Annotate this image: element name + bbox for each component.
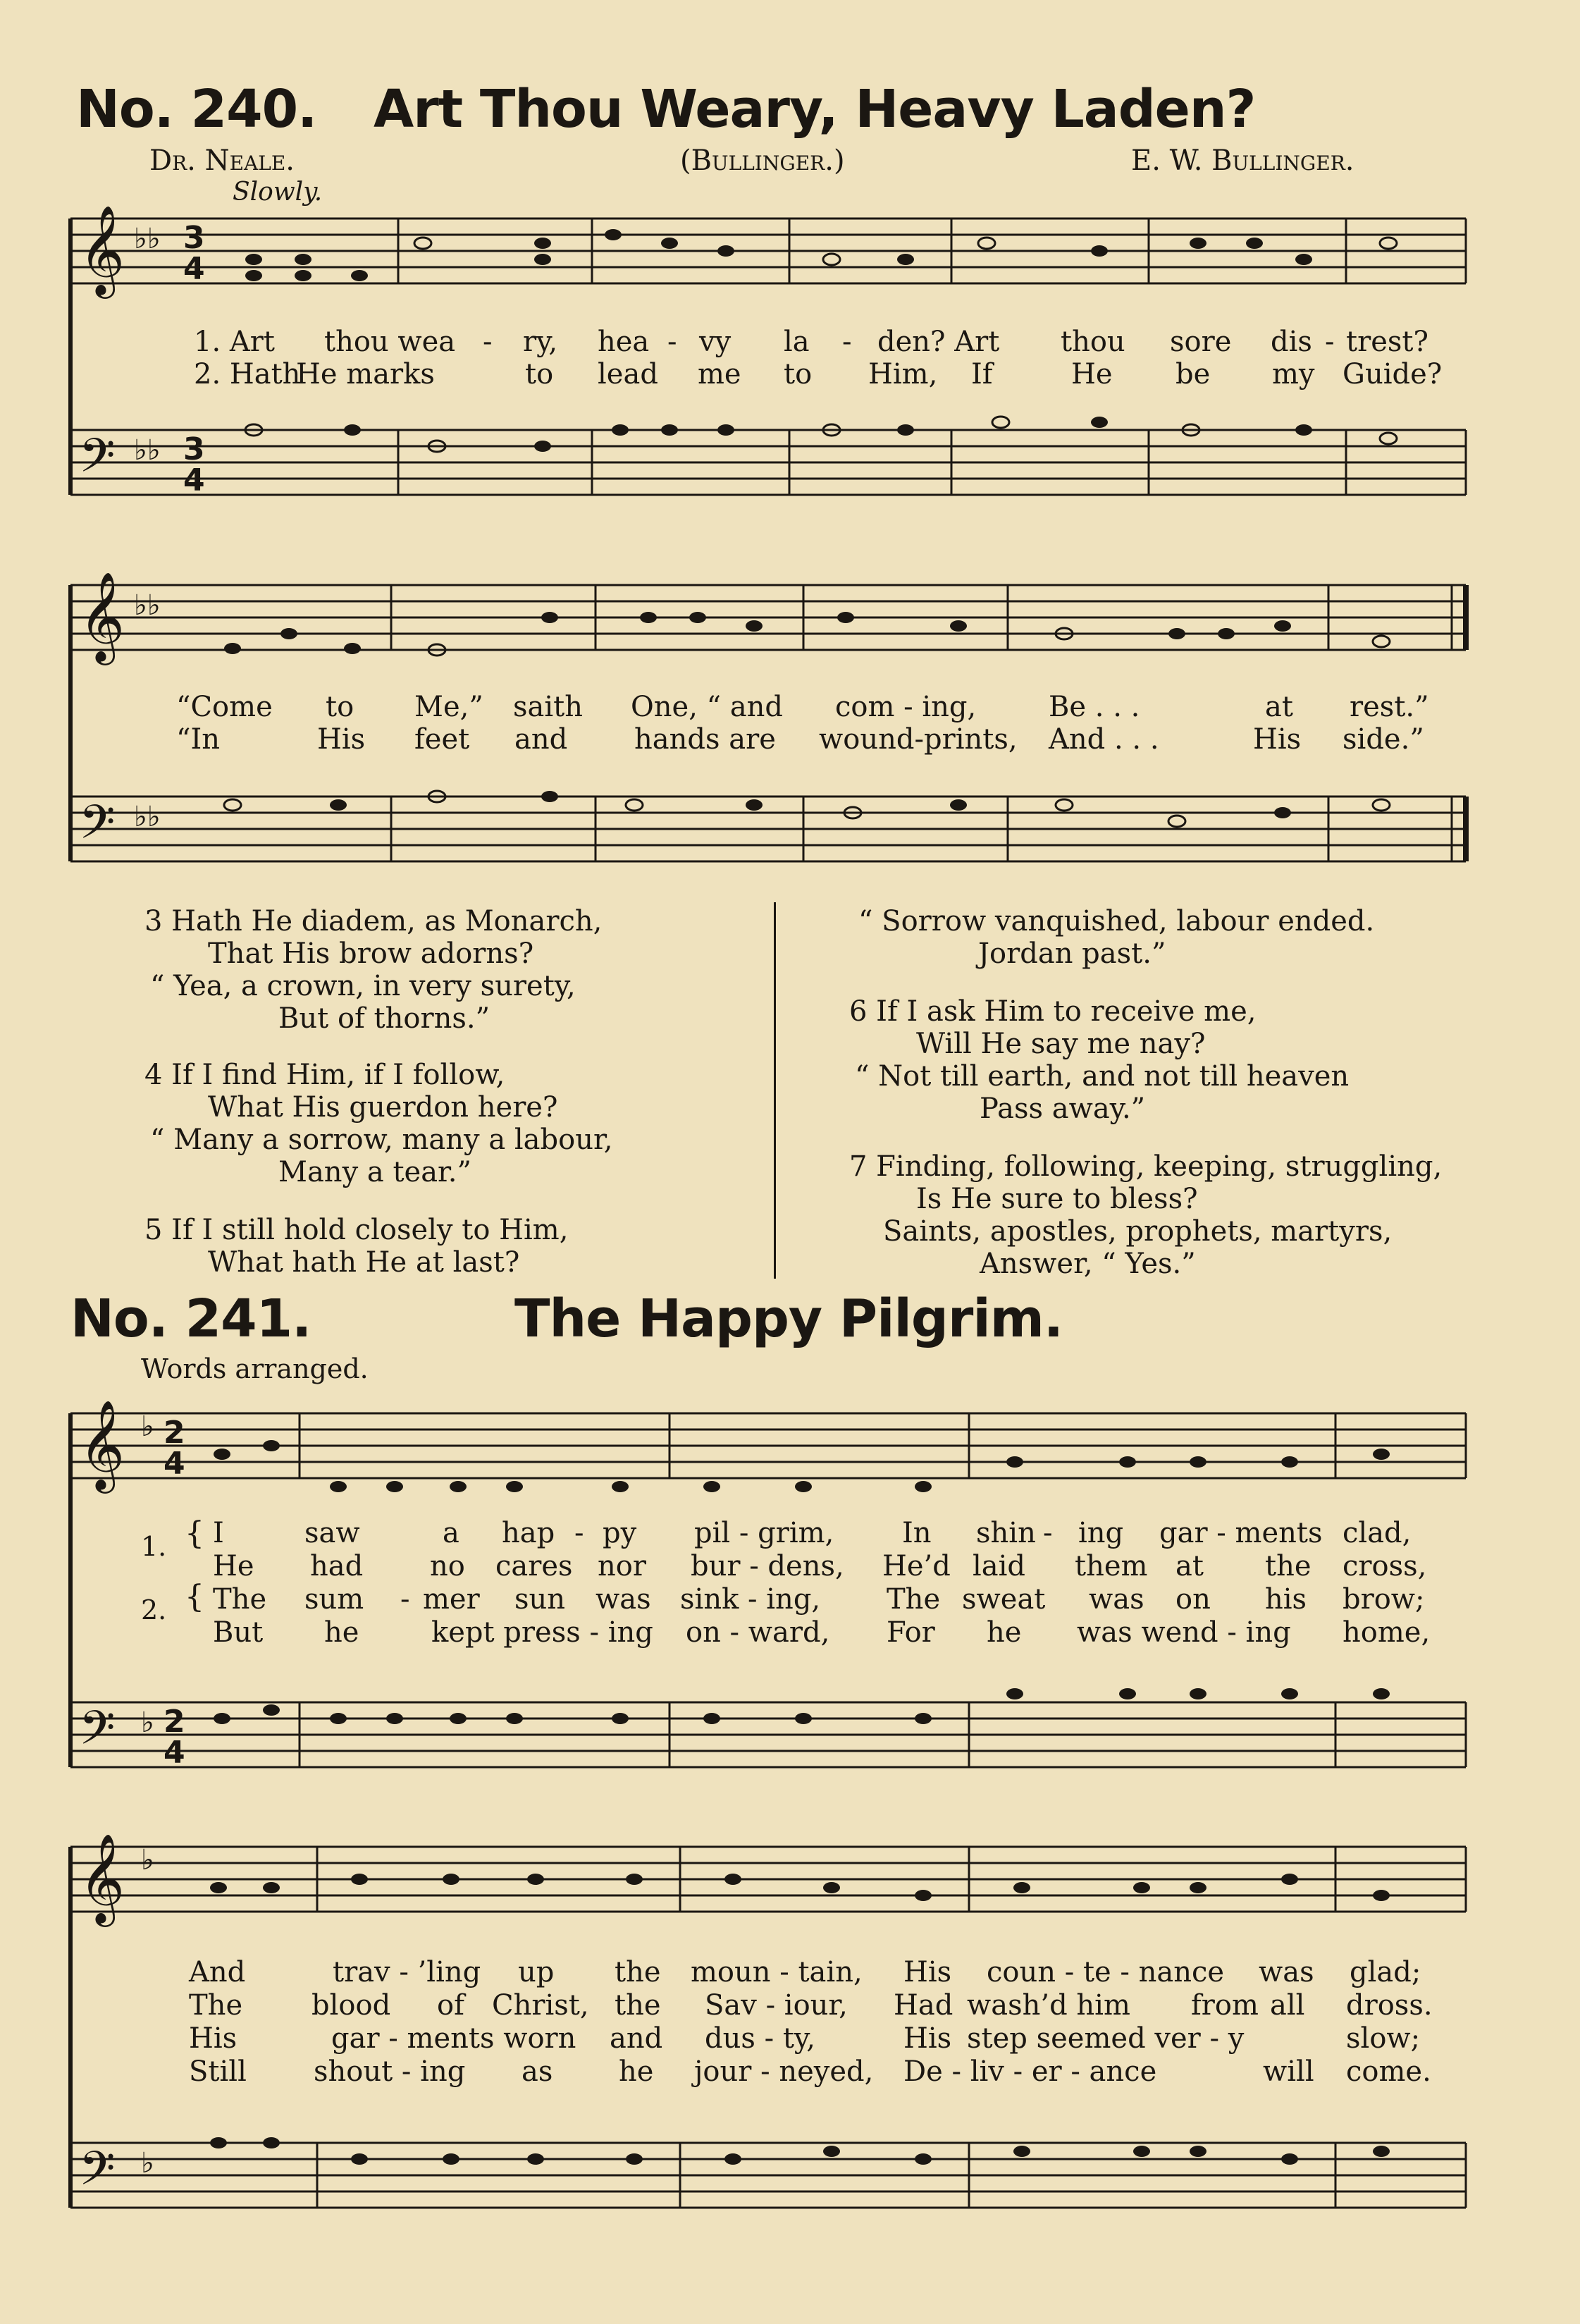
svg-text:4: 4 [183,251,205,287]
svg-text:2: 2 [163,1704,185,1740]
stanza-number: 3 [144,905,163,937]
svg-text:4: 4 [163,1735,185,1771]
lyric-syllable: his [1265,1583,1307,1616]
lyric-syllable: from [1191,1989,1259,2022]
lyric-syllable: gar - ments worn [331,2022,576,2055]
svg-text:𝄢: 𝄢 [79,1701,116,1766]
stanza-line: “ Many a sorrow, many a labour, [150,1124,613,1156]
lyric-syllable: my [1272,358,1315,391]
stanza-line: Pass away.” [980,1093,1146,1125]
hymn-240-stanza-3 [144,905,602,1035]
hymn-240-stanza-6 [849,995,1349,1125]
lyric-syllable: I [213,1517,224,1549]
lyric-syllable: But [213,1616,264,1649]
hymn-240-stanza-5 [144,1214,568,1279]
svg-text:3: 3 [183,220,205,256]
lyric-syllable: He marks [296,358,435,391]
hymn-241-number: No. 241. [70,1289,311,1349]
svg-text:𝄞: 𝄞 [79,571,125,661]
lyric-syllable: His [903,2022,952,2055]
lyric-syllable: on - ward, [686,1616,830,1649]
lyric-syllable: wash’d him [967,1989,1130,2022]
stanza-line: Answer, “ Yes.” [980,1248,1196,1280]
svg-text:♭♭: ♭♭ [134,434,161,467]
lyric-syllable: and [610,2022,663,2055]
hymn-240-number: No. 240. [76,79,317,140]
lyric-syllable: side.” [1343,723,1424,756]
hymn-240-tempo: Slowly. [233,178,323,207]
lyric-syllable: He [213,1550,254,1582]
stanza-line: Is He sure to bless? [916,1183,1198,1215]
lyric-syllable: up [518,1956,555,1988]
lyric-syllable: gar - ments [1159,1517,1323,1549]
lyric-syllable: His [189,2022,237,2055]
lyric-syllable: and [514,723,568,756]
lyric-syllable: laid [973,1550,1026,1582]
stanza-column-divider [774,902,776,1279]
lyric-syllable: he [324,1616,359,1649]
hymn-241-subtitle: Words arranged. [141,1353,369,1384]
lyric-syllable: brow; [1343,1583,1425,1616]
lyric-syllable: la [784,326,810,358]
lyric-syllable: come. [1346,2055,1431,2088]
lyric-syllable: he [619,2055,654,2088]
lyric-syllable: slow; [1346,2022,1421,2055]
lyric-syllable: feet [414,723,470,756]
lyric-syllable: He [1071,358,1113,391]
lyric-syllable: me [698,358,741,391]
lyric-syllable: as [521,2055,553,2088]
lyric-syllable: In [902,1517,932,1549]
svg-text:♭: ♭ [141,1844,154,1876]
stanza-line: What hath He at last? [208,1246,520,1279]
svg-text:𝄞: 𝄞 [79,1833,125,1923]
lyric-syllable: dross. [1346,1989,1433,2022]
lyric-syllable: - [574,1517,584,1549]
lyric-syllable: vy [699,326,732,358]
svg-text:𝄢: 𝄢 [79,2141,116,2207]
lyric-syllable: For [887,1616,935,1649]
lyric-syllable: thou [1061,326,1125,358]
lyric-syllable: The [213,1583,267,1616]
lyric-syllable: at [1175,1550,1204,1582]
lyric-syllable: dis [1271,326,1312,358]
svg-text:𝄢: 𝄢 [79,429,116,494]
lyric-syllable: De - liv - er - ance [903,2055,1157,2088]
stanza-line: Finding, following, keeping, struggling, [876,1150,1443,1183]
lyric-syllable: a [443,1517,459,1549]
lyric-syllable: hands are [634,723,776,756]
lyric-syllable: - [1325,326,1335,358]
lyric-syllable: His [903,1956,952,1988]
lyric-syllable: trav - ’ling [333,1956,481,1988]
stanza-number: 7 [849,1150,868,1183]
lyric-syllable: sweat [962,1583,1046,1616]
lyric-syllable: - [667,326,677,358]
lyric-syllable: Still [189,2055,247,2088]
stanza-line: If I ask Him to receive me, [876,995,1257,1028]
lyric-syllable: kept press - ing [431,1616,653,1649]
svg-text:4: 4 [183,462,205,498]
stanza-line: If I still hold closely to Him, [171,1214,569,1246]
lyric-syllable: The [189,1989,243,2022]
lyric-syllable: Me,” [414,691,483,723]
svg-text:♭♭: ♭♭ [134,223,161,255]
lyric-syllable: thou wea [324,326,456,358]
stanza-line: That His brow adorns? [208,937,534,970]
hymn-240-author: Dr. Neale. [149,145,295,177]
lyric-syllable: Be . . . [1049,691,1140,723]
lyric-syllable: blood [311,1989,391,2022]
lyric-syllable: hap [502,1517,555,1549]
lyric-syllable: If [971,358,993,391]
lyric-syllable: ing [1078,1517,1124,1549]
svg-text:♭♭: ♭♭ [134,801,161,833]
svg-text:3: 3 [183,431,205,467]
lyric-syllable: 2. Hath [194,358,301,391]
lyric-syllable: nor [598,1550,646,1582]
lyric-syllable: was wend - ing [1077,1616,1291,1649]
lyric-syllable: pil - grim, [694,1517,834,1549]
stanza-line: Jordan past.” [978,937,1166,970]
svg-text:♭: ♭ [141,1707,154,1739]
lyric-syllable: Sav - iour, [705,1989,848,2022]
svg-text:♭: ♭ [141,2147,154,2179]
verse-number-2: 2. [141,1594,167,1625]
stanza-number: 6 [849,995,868,1028]
lyric-syllable: all [1270,1989,1305,2022]
verse-brace: { [185,1515,204,1551]
lyric-syllable: of [437,1989,464,2022]
svg-text:♭: ♭ [141,1410,154,1443]
lyric-syllable: - [1043,1517,1053,1549]
svg-text:4: 4 [163,1446,185,1482]
stanza-line: Many a tear.” [278,1156,471,1188]
lyric-syllable: no [430,1550,465,1582]
hymn-240-tune: (Bullinger.) [680,145,845,177]
lyric-syllable: the [615,1956,661,1988]
lyric-syllable: - [400,1583,410,1616]
lyric-syllable: He’d [882,1550,951,1582]
lyric-syllable: was [1089,1583,1144,1616]
verse-brace: { [185,1579,204,1615]
lyric-syllable: to [784,358,813,391]
svg-text:♭♭: ♭♭ [134,589,161,622]
lyric-syllable: cross, [1343,1550,1427,1582]
hymn-240-stanza-5-cont [858,905,1374,970]
stanza-line: Will He say me nay? [916,1028,1206,1060]
lyric-syllable: com - ing, [835,691,977,723]
hymn-240-composer: E. W. Bullinger. [1131,145,1354,177]
svg-text:𝄞: 𝄞 [79,1399,125,1489]
stanza-number: 5 [144,1214,163,1246]
lyric-syllable: His [317,723,366,756]
lyric-syllable: home, [1343,1616,1431,1649]
lyric-syllable: shin [976,1517,1036,1549]
lyric-syllable: he [987,1616,1022,1649]
lyric-syllable: step seemed ver - y [967,2022,1245,2055]
lyric-syllable: Had [894,1989,953,2022]
lyric-syllable: cares [495,1550,573,1582]
lyric-syllable: den? Art [877,326,1000,358]
lyric-syllable: wound-prints, [819,723,1018,756]
lyric-syllable: Him, [868,358,938,391]
lyric-syllable: sun [514,1583,566,1616]
lyric-syllable: to [525,358,554,391]
hymn-240-title: Art Thou Weary, Heavy Laden? [374,79,1256,140]
lyric-syllable: Christ, [492,1989,589,2022]
hymn-240-stanza-7 [849,1150,1442,1280]
lyric-syllable: mer [423,1583,480,1616]
lyric-syllable: His [1253,723,1302,756]
lyric-syllable: sore [1170,326,1232,358]
lyric-syllable: coun - te - nance [987,1956,1225,1988]
lyric-syllable: them [1075,1550,1148,1582]
lyric-syllable: glad; [1350,1956,1421,1988]
lyric-syllable: And . . . [1049,723,1159,756]
hymn-240-stanza-4 [144,1059,612,1188]
lyric-syllable: will [1263,2055,1314,2088]
lyric-syllable: Guide? [1343,358,1443,391]
stanza-line: “ Not till earth, and not till heaven [855,1060,1350,1093]
lyric-syllable: dus - ty, [705,2022,815,2055]
lyric-syllable: trest? [1346,326,1428,358]
hymn-241-title: The Happy Pilgrim. [514,1289,1063,1349]
lyric-syllable: lead [598,358,658,391]
lyric-syllable: ry, [523,326,558,358]
lyric-syllable: bur - dens, [691,1550,844,1582]
stanza-line: “ Sorrow vanquished, labour ended. [858,905,1375,937]
lyric-syllable: And [189,1956,246,1988]
svg-text:𝄞: 𝄞 [79,204,125,295]
stanza-line: If I find Him, if I follow, [171,1059,505,1091]
verse-number-1: 1. [141,1531,167,1562]
lyric-syllable: py [603,1517,637,1549]
stanza-line: “ Yea, a crown, in very surety, [150,970,576,1002]
lyric-syllable: was [1259,1956,1314,1988]
stanza-number: 4 [144,1059,163,1091]
stanza-line: Hath He diadem, as Monarch, [171,905,603,937]
lyric-syllable: clad, [1343,1517,1412,1549]
lyric-syllable: had [310,1550,364,1582]
lyric-syllable: jour - neyed, [694,2055,874,2088]
stanza-line: Saints, apostles, prophets, martyrs, [883,1215,1393,1248]
lyric-syllable: saw [304,1517,360,1549]
lyric-syllable: 1. Art [194,326,275,358]
lyric-syllable: be [1175,358,1211,391]
lyric-syllable: The [887,1583,941,1616]
lyric-syllable: rest.” [1350,691,1429,723]
lyric-syllable: sum [304,1583,364,1616]
stanza-line: What His guerdon here? [208,1091,558,1124]
lyric-syllable: to [326,691,354,723]
svg-text:2: 2 [163,1415,185,1451]
lyric-syllable: - [842,326,852,358]
lyric-syllable: at [1265,691,1293,723]
lyric-syllable: “Come [176,691,273,723]
svg-text:𝄢: 𝄢 [79,795,116,861]
lyric-syllable: hea [598,326,650,358]
stanza-line: But of thorns.” [278,1002,490,1035]
lyric-syllable: the [1265,1550,1311,1582]
lyric-syllable: One, “ and [631,691,784,723]
lyric-syllable: saith [513,691,584,723]
lyric-syllable: the [615,1989,661,2022]
lyric-syllable: shout - ing [314,2055,466,2088]
lyric-syllable: on [1175,1583,1211,1616]
lyric-syllable: was [595,1583,651,1616]
lyric-syllable: sink - ing, [680,1583,821,1616]
lyric-syllable: - [483,326,493,358]
lyric-syllable: moun - tain, [691,1956,863,1988]
lyric-syllable: “In [176,723,221,756]
